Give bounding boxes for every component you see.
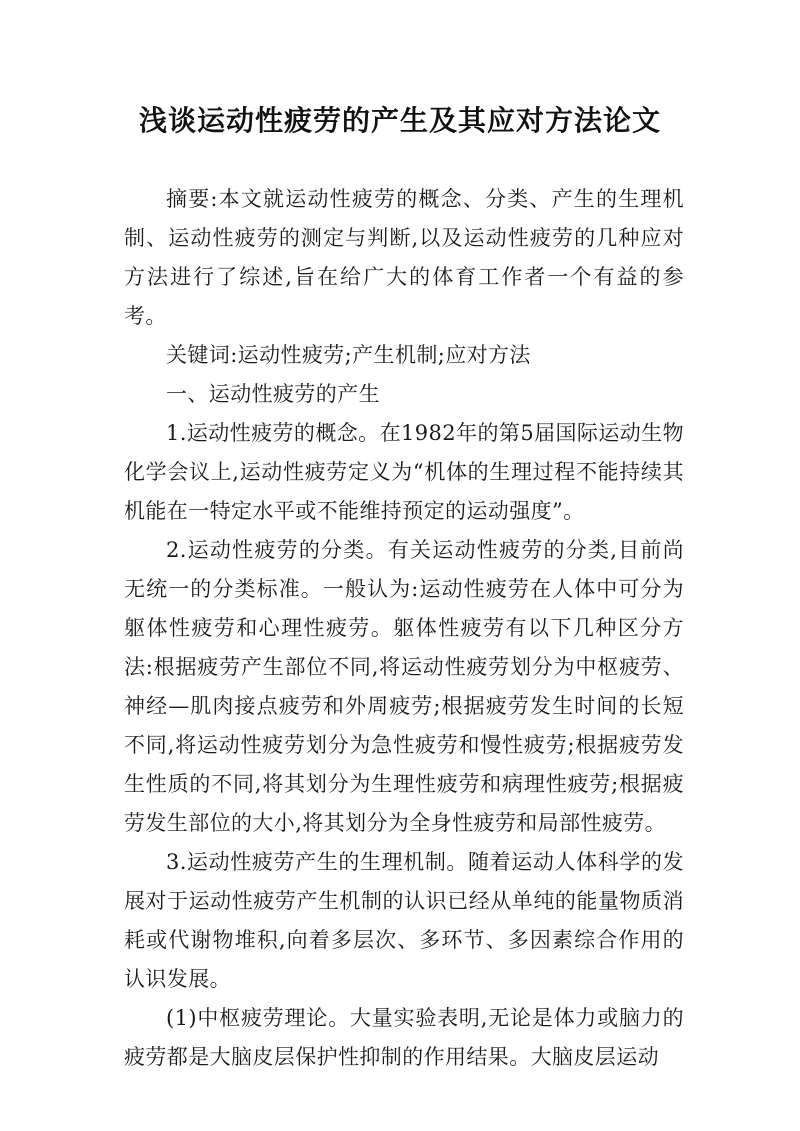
body-paragraph: 3.运动性疲劳产生的生理机制。随着运动人体科学的发展对于运动性疲劳产生机制的认识已经从单纯的能量物质消耗或代谢物堆积,向着多层次、多环节、多因素综合作用的认识发展。: [124, 850, 684, 991]
keywords-paragraph: 关键词:运动性疲劳;产生机制;应对方法: [166, 343, 531, 367]
section-heading: 一、运动性疲劳的产生: [166, 382, 380, 406]
abstract-paragraph: 摘要:本文就运动性疲劳的概念、分类、产生的生理机制、运动性疲劳的测定与判断,以及运动性疲劳的几种应对方法进行了综述,旨在给广大的体育工作者一个有益的参考。: [124, 187, 684, 328]
body-paragraph: (1)中枢疲劳理论。大量实验表明,无论是体力或脑力的疲劳都是大脑皮层保护性抑制的作用结果。大脑皮层运动: [124, 1006, 684, 1069]
document-body: [124, 180, 684, 1077]
body-paragraph: 2.运动性疲劳的分类。有关运动性疲劳的分类,目前尚无统一的分类标准。一般认为:运动性疲劳在人体中可分为躯体性疲劳和心理性疲劳。躯体性疲劳有以下几种区分方法:根据疲劳产生部位不同,将运动性疲劳划分为中枢疲劳、神经—肌肉接点疲劳和外周疲劳;根据疲劳发生时间的长短不同,将运动性疲劳划分为急性疲劳和慢性疲劳;根据疲劳发生性质的不同,将其划分为生理性疲劳和病理性疲劳;根据疲劳发生部位的大小,将其划分为全身性疲劳和局部性疲劳。: [124, 538, 684, 835]
document-title: 浅谈运动性疲劳的产生及其应对方法论文: [138, 104, 661, 137]
body-paragraph: 1.运动性疲劳的概念。在1982年的第5届国际运动生物化学会议上,运动性疲劳定义为“机体的生理过程不能持续其机能在一特定水平或不能维持预定的运动强度”。: [124, 421, 684, 523]
